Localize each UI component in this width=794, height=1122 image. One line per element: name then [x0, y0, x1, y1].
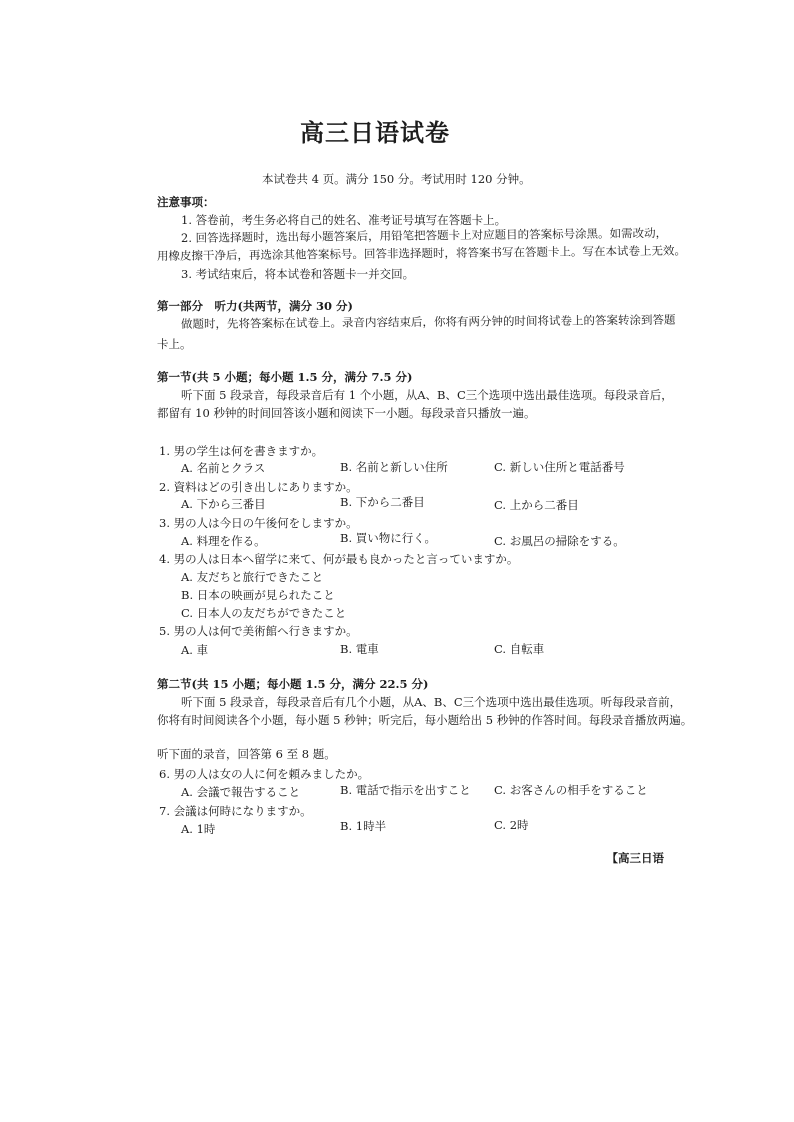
question-5-option-c: C. 自転車 — [494, 642, 545, 656]
question-5-stem: 5. 男の人は何で美術館へ行きますか。 — [159, 624, 358, 638]
question-6-stem: 6. 男の人は女の人に何を頼みましたか。 — [159, 767, 370, 781]
question-1-option-b: B. 名前と新しい住所 — [340, 460, 448, 474]
section2-group-instruction: 听下面的录音，回答第 6 至 8 题。 — [157, 747, 336, 761]
notes-item-2-line-1: 2. 回答选择题时，选出每小题答案后，用铅笔把答题卡上对应题目的答案标号涂黑。如需改动， — [180, 225, 668, 245]
question-3-option-b: B. 買い物に行く。 — [340, 531, 437, 545]
question-4-option-c: C. 日本人の友だちができたこと — [181, 606, 347, 620]
notes-item-2-line-2: 用橡皮擦干净后，再选涂其他答案标号。回答非选择题时，将答案书写在答题卡上。写在本试卷上无效。 — [156, 243, 687, 263]
question-6-option-a: A. 会議で報告すること — [181, 785, 301, 799]
notes-item-1: 1. 答卷前，考生务必将自己的姓名、准考证号填写在答题卡上。 — [181, 213, 507, 227]
question-2-option-a: A. 下から三番目 — [181, 497, 266, 511]
question-6-option-c: C. お客さんの相手をすること — [494, 783, 648, 797]
question-4-option-a: A. 友だちと旅行できたこと — [181, 570, 324, 584]
notes-item-3: 3. 考试结束后，将本试卷和答题卡一并交回。 — [181, 267, 415, 281]
question-3-stem: 3. 男の人は今日の午後何をしますか。 — [159, 516, 358, 530]
question-7-option-b: B. 1時半 — [340, 819, 387, 833]
notes-heading: 注意事项： — [157, 195, 215, 209]
section2-instruction-line-1: 听下面 5 段录音，每段录音后有几个小题，从A、B、C三个选项中选出最佳选项。听每段录音前， — [181, 695, 682, 709]
exam-subtitle: 本试卷共 4 页。满分 150 分。考试用时 120 分钟。 — [262, 172, 531, 186]
section2-instruction-line-2: 你将有时间阅读各个小题，每小题 5 秒钟；听完后，每小题给出 5 秒钟的作答时间。每段录音播放两遍。 — [157, 713, 693, 727]
question-2-option-c: C. 上から二番目 — [494, 498, 579, 512]
section1-heading: 第一节(共 5 小题；每小题 1.5 分，满分 7.5 分) — [157, 370, 413, 384]
section2-heading: 第二节(共 15 小题；每小题 1.5 分，满分 22.5 分) — [157, 677, 429, 691]
section1-instruction-line-1: 听下面 5 段录音，每段录音后有 1 个小题，从A、B、C三个选项中选出最佳选项。每段录音后， — [181, 388, 673, 402]
question-6-option-b: B. 電話で指示を出すこと — [340, 783, 471, 797]
question-1-stem: 1. 男の学生は何を書きますか。 — [159, 444, 324, 458]
part1-instruction-line-1: 做题时，先将答案标在试卷上。录音内容结束后，你将有两分钟的时间将试卷上的答案转涂到答题 — [180, 312, 676, 331]
question-1-option-a: A. 名前とクラス — [181, 461, 266, 475]
question-2-stem: 2. 資料はどの引き出しにありますか。 — [159, 480, 358, 494]
question-1-option-c: C. 新しい住所と電話番号 — [494, 460, 625, 474]
question-7-option-c: C. 2時 — [494, 818, 529, 832]
question-4-option-b: B. 日本の映画が見られたこと — [181, 588, 335, 602]
question-7-stem: 7. 会議は何時になりますか。 — [159, 804, 312, 818]
question-3-option-a: A. 料理を作る。 — [181, 534, 266, 548]
question-2-option-b: B. 下から二番目 — [340, 495, 425, 509]
question-5-option-a: A. 車 — [181, 643, 209, 657]
page-footer-label: 【高三日语 — [606, 851, 664, 865]
part1-instruction-line-2: 卡上。 — [157, 337, 192, 351]
exam-title: 高三日语试卷 — [300, 118, 450, 147]
question-4-stem: 4. 男の人は日本へ留学に来て、何が最も良かったと言っていますか。 — [159, 552, 519, 566]
question-7-option-a: A. 1時 — [181, 822, 216, 836]
section1-instruction-line-2: 都留有 10 秒钟的时间回答该小题和阅读下一小题。每段录音只播放一遍。 — [157, 406, 536, 420]
question-3-option-c: C. お風呂の掃除をする。 — [494, 534, 625, 548]
part1-heading: 第一部分 听力(共两节，满分 30 分) — [157, 299, 353, 313]
question-5-option-b: B. 電車 — [340, 642, 379, 656]
